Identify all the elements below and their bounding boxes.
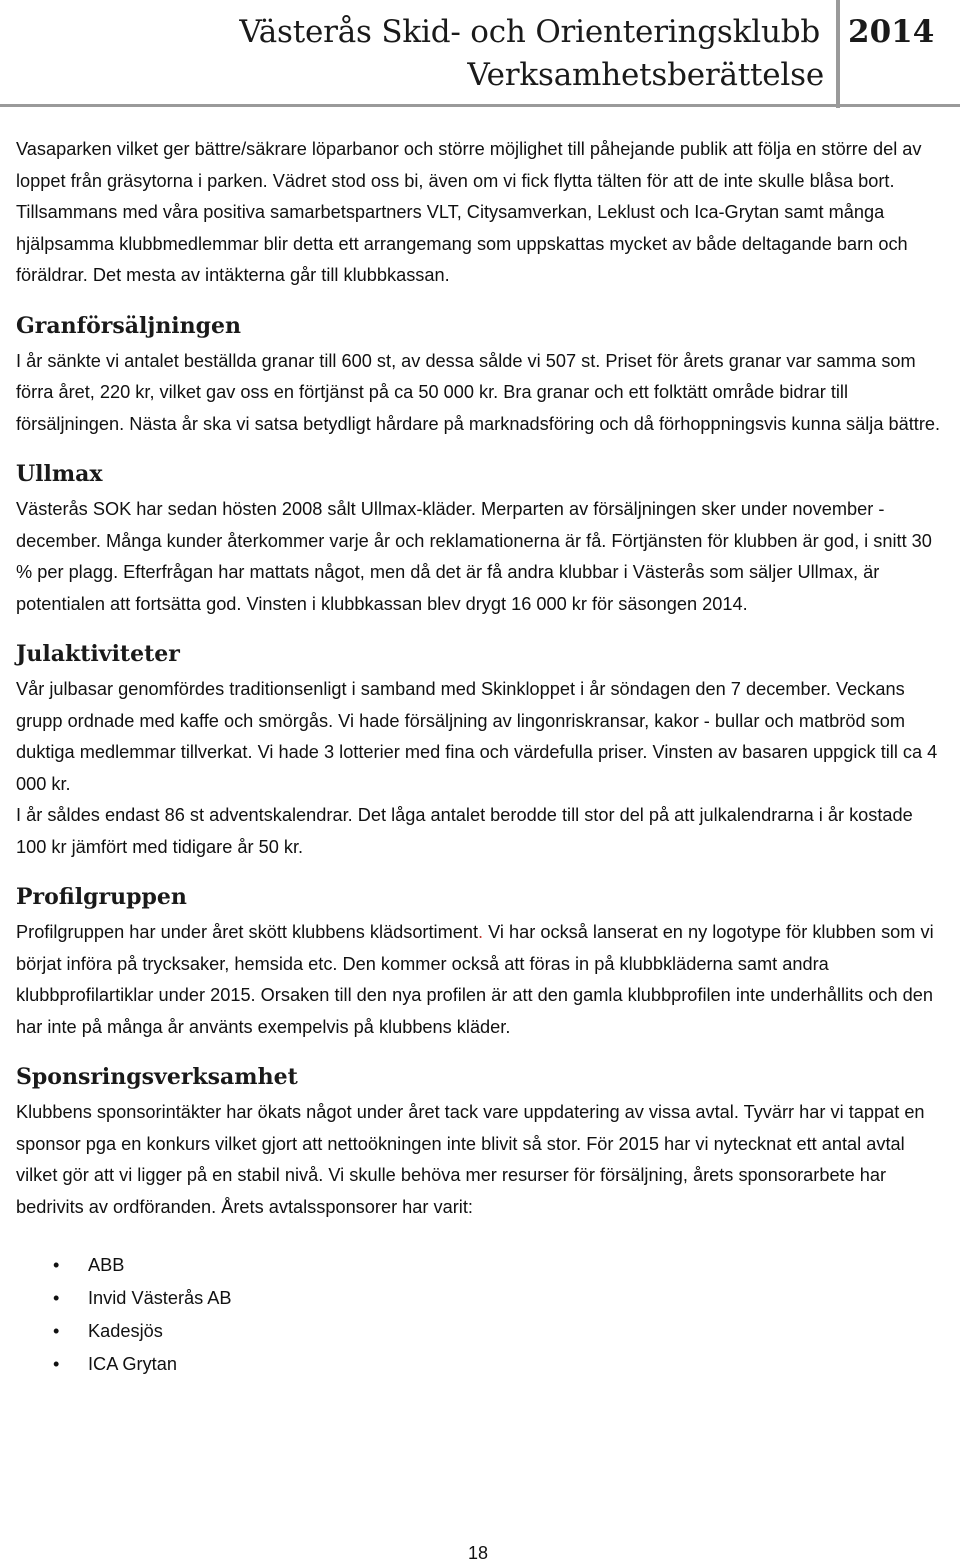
profilgruppen-text-a: Profilgruppen har under året skött klubbens klädsortiment [16,922,479,942]
sponsor-name: Kadesjös [88,1321,163,1341]
section-heading-julaktiviteter: Julaktiviteter [16,641,180,667]
page-content [16,134,946,1381]
profilgruppen-red-dot: . [478,922,484,942]
bullet-icon: • [53,1288,60,1308]
list-item [16,1315,946,1348]
section-heading-profilgruppen: Profilgruppen [16,884,187,910]
section-heading-sponsring: Sponsringsverksamhet [16,1064,298,1090]
sponsor-name: Invid Västerås AB [88,1288,232,1308]
list-item [16,1249,946,1282]
list-item [16,1282,946,1315]
intro-paragraph: Vasaparken vilket ger bättre/säkrare löparbanor och större möjlighet till påhejande publik att följa en större del av loppet från gräsytorna i parken. Vädret stod oss bi, även om vi fick flytta tälten för att de inte skulle blåsa bort. Tillsammans med våra positiva samarbetspartners VLT, Citysamverkan, Leklust och Ica-Grytan samt många hjälpsamma klubbmedlemmar blir detta ett arrangemang som uppskattas mycket av både deltagande barn och föräldrar. Det mesta av intäkterna går till klubbkassan. [16,139,922,285]
julaktiviteter-paragraph-2: I år såldes endast 86 st adventskalendrar. Det låga antalet berodde till stor del på att julkalendrarna i år kostade 100 kr jämfört med tidigare år 50 kr. [16,805,913,857]
header-horizontal-rule [0,104,960,107]
sponsor-list [16,1249,946,1381]
list-item [16,1348,946,1381]
ullmax-paragraph: Västerås SOK har sedan hösten 2008 sålt Ullmax-kläder. Merparten av försäljningen sker under november - december. Många kunder återkommer varje år och reklamationerna är få. Förtjänsten för klubben är god, i snitt 30 % per plagg. Efterfrågan har mattats något, men då det är få andra klubbar i Västerås som säljer Ullmax, är potentialen att fortsätta god. Vinsten i klubbkassan blev drygt 16 000 kr för säsongen 2014. [16,499,932,614]
profilgruppen-text-b: Vi har också lanserat en ny logotype för klubben som vi börjat införa på trycksaker, hemsida etc. Den kommer också att föras in på klubbkläderna samt andra klubbprofilartiklar under 2015. Orsaken till den nya profilen är att den gamla klubbprofilen inte underhållits och den har inte på många år använts exempelvis på klubbens kläder. [16,922,934,1037]
granforsaljningen-paragraph: I år sänkte vi antalet beställda granar till 600 st, av dessa sålde vi 507 st. Priset för årets granar var samma som förra året, 220 kr, vilket gav oss en förtjänst på ca 50 000 kr. Bra granar och ett folktätt område bidrar till försäljningen. Nästa år ska vi satsa betydligt hårdare på marknadsföring och då förhoppningsvis kunna sälja bättre. [16,350,941,434]
page-number: 18 [468,1543,489,1563]
section-heading-ullmax: Ullmax [16,461,103,487]
page-header [0,0,960,108]
profilgruppen-paragraph [16,917,946,1043]
document-subtitle: Verksamhetsberättelse [467,57,824,93]
bullet-icon: • [53,1255,60,1275]
sponsring-paragraph: Klubbens sponsorintäkter har ökats något under året tack vare uppdatering av vissa avtal. Tyvärr har vi tappat en sponsor pga en konkurs vilket gjort att nettoökningen inte blivit så stor. För 2015 har vi nytecknat ett antal avtal vilket gör att vi ligger på en stabil nivå. Vi skulle behöva mer resurser för försäljning, årets sponsorarbete har bedrivits av ordföranden. Årets avtalssponsorer har varit: [16,1102,925,1217]
section-heading-granforsaljningen: Granförsäljningen [16,312,242,339]
sponsor-name: ABB [88,1255,125,1275]
julaktiviteter-paragraph-1: Vår julbasar genomfördes traditionsenligt i samband med Skinkloppet i år söndagen den 7 december. Veckans grupp ordnade med kaffe och smörgås. Vi hade försäljning av lingonriskransar, kakor - bullar och matbröd som duktiga medlemmar tillverkat. Vi hade 3 lotterier med fina och värdefulla priser. Vinsten av basaren uppgick till ca 4 000 kr. [16,679,938,794]
sponsor-name: ICA Grytan [88,1354,177,1374]
bullet-icon: • [53,1321,60,1341]
document-title: Västerås Skid- och Orienteringsklubb [239,14,820,50]
document-year: 2014 [848,14,935,50]
header-vertical-rule [836,0,840,108]
bullet-icon: • [53,1354,60,1374]
